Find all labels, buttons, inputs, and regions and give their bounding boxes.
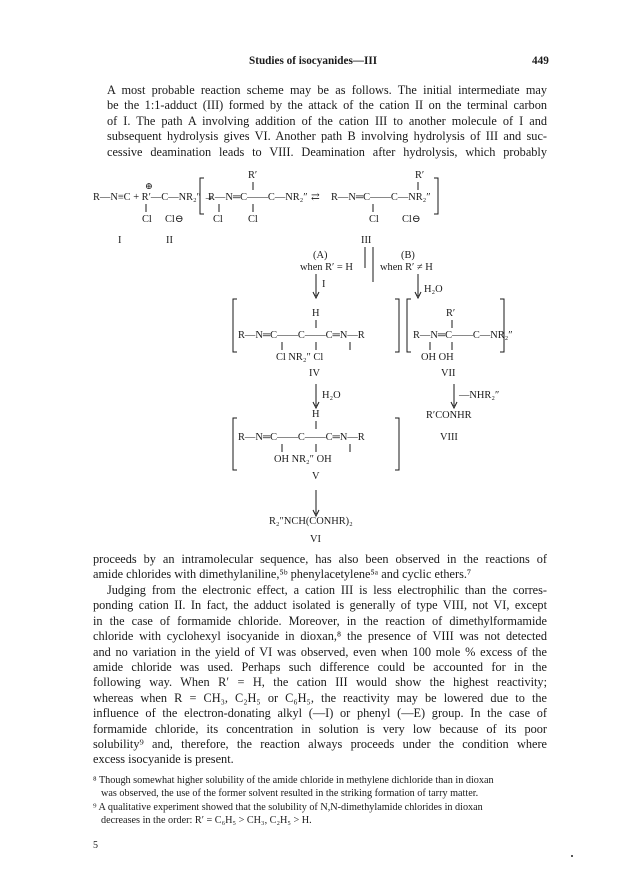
bracket-right [434,178,438,214]
footnote-line [93,802,549,815]
footnote [93,775,549,800]
compound-label-V: V [312,471,320,482]
footnote-line: was observed, the use of the former solvent resulted in the striking formation of tarry matter. [101,787,479,799]
text-line: cessive deamination leads to VIII. Deamination after hydrolysis, which probably [107,144,547,159]
text-line: following way. When R′ = H, the cation III would show the highest reactivity; [93,675,547,690]
compound-VII-substituents: OH OH [421,352,454,363]
bracket-right [500,299,504,352]
path-b-label: (B) [401,250,415,261]
text-line: in the case of formamide chloride. Moreover, in the reaction of dimethylformamide [93,613,547,628]
footnote-text: A qualitative experiment showed that the solubility of N,N-dimethylamide chlorides in dioxan [98,802,483,813]
compound-label-VIII: VIII [440,432,458,443]
reagent-label: I [322,279,326,290]
compound-label-III: III [361,235,372,246]
footnote-text: Though somewhat higher solubility of the amide chloride in methylene dichloride than in dioxan [98,775,494,786]
compound-IV-chain: R—N═C——C——C═N—R [238,330,365,341]
adduct-a-text: R—N═C——C—NR₂″ [208,192,308,203]
text-line: Judging from the electronic effect, a cation III is less electrophilic than the corres- [107,583,547,597]
page-speck [571,855,573,857]
chloride-ion: Cl⊖ [165,214,184,225]
path-a-label: (A) [313,250,328,261]
compound-label-VII: VII [441,368,456,379]
paragraph-discussion [93,583,547,768]
footnote [93,802,549,827]
hydrogen-label: H [312,409,320,420]
bracket-left [407,299,411,352]
chloride-ion: Cl⊖ [402,214,421,225]
compound-label-IV: IV [309,368,320,379]
chloride-label: Cl [248,214,258,225]
text-line: formamide chloride, its concentration in solution is very low because of its poor [93,721,547,736]
paragraph-continuation [93,552,547,583]
compound-VIII-formula: R′CONHR [426,410,472,421]
compound-label-II: II [166,235,173,246]
path-a-condition: when R′ = H [300,262,353,273]
compound-label-I: I [118,235,122,246]
text-line: A most probable reaction scheme may be as follows. The initial intermediate may [107,83,547,97]
text-line: subsequent hydrolysis gives VI. Another path B involving hydrolysis of III and suc- [107,129,547,144]
r-prime-label: R′ [415,170,425,181]
text-line: be the 1:1-adduct (III) formed by the attack of the cation II on the terminal carbon [107,98,547,113]
footnote-mark: ⁹ [93,802,97,813]
page-number: 449 [532,55,549,67]
adduct-b-text: R—N═C——C—NR₂″ [331,192,431,203]
text-line: excess isocyanide is present. [93,752,234,767]
text-line: influence of the electron-donating alkyl (—I) or phenyl (—E) group. In the case of [93,706,547,721]
r-prime-label: R′ [446,308,456,319]
text-line: ponding cation II. In fact, the adduct isolated is generally of type VIII, not VI, except [93,598,547,613]
compound-VI-formula: R₂″NCH(CONHR)₂ [269,516,353,527]
text-line: chloride with cyclohexyl isocyanide in dioxan,⁸ the presence of VIII was not detected [93,629,547,644]
equilibrium-arrow: ⇄ [311,192,320,203]
bracket-right [395,418,399,470]
path-b-condition: when R′ ≠ H [380,262,433,273]
compound-IV-substituents: Cl NR₂″ Cl [276,352,324,363]
r-prime-label: R′ [248,170,258,181]
text-line: amide chloride was used. Perhaps such difference could be accounted for in the [93,660,547,675]
footnote-mark: ⁸ [93,775,97,786]
compound-V-chain: R—N═C——C——C═N—R [238,432,365,443]
footnote-line: decreases in the order: R′ = C₆H₅ > CH₃, C₂H₅ > H. [101,814,312,826]
text-line: proceeds by an intramolecular sequence, has also been observed in the reactions of [93,552,547,566]
text-line: and no variation in the yield of VI was observed, even when 100 mole % excess of the [93,644,547,659]
bracket-right [395,299,399,352]
text-line: of I. The path A involving addition of the cation III to another molecule of I and [107,113,547,128]
compound-VII-chain: R—N═C——C—NR₂″ [413,330,513,341]
compound-label-VI: VI [310,534,321,545]
text-line: solubility⁹ and, therefore, the reaction always proceeds under the condition where [93,737,547,752]
running-title: Studies of isocyanides—III [249,55,378,67]
reagent-label: H₂O [424,284,443,295]
footnote-line [93,775,549,788]
bracket-left [233,418,237,470]
charge-symbol: ⊕ [145,182,153,192]
text-line: amide chlorides with dimethylaniline,⁵ᵇ phenylacetylene⁵ᵃ and cyclic ethers.⁷ [93,567,472,582]
hydrogen-label: H [312,308,320,319]
text-line: whereas when R = CH₃, C₂H₅ or C₆H₅, the reactivity may be lowered due to the [93,690,547,705]
chloride-label: Cl [142,214,152,225]
signature-mark: 5 [93,840,98,851]
reagent-label: H₂O [322,390,341,401]
compound-V-substituents: OH NR₂″ OH [274,454,332,465]
chloride-label: Cl [213,214,223,225]
chloride-label: Cl [369,214,379,225]
bracket-left [233,299,237,352]
reagent-label: —NHR₂″ [459,390,500,401]
reactants-text: R—N≡C + R′—C—NR₂″ → [93,192,214,203]
